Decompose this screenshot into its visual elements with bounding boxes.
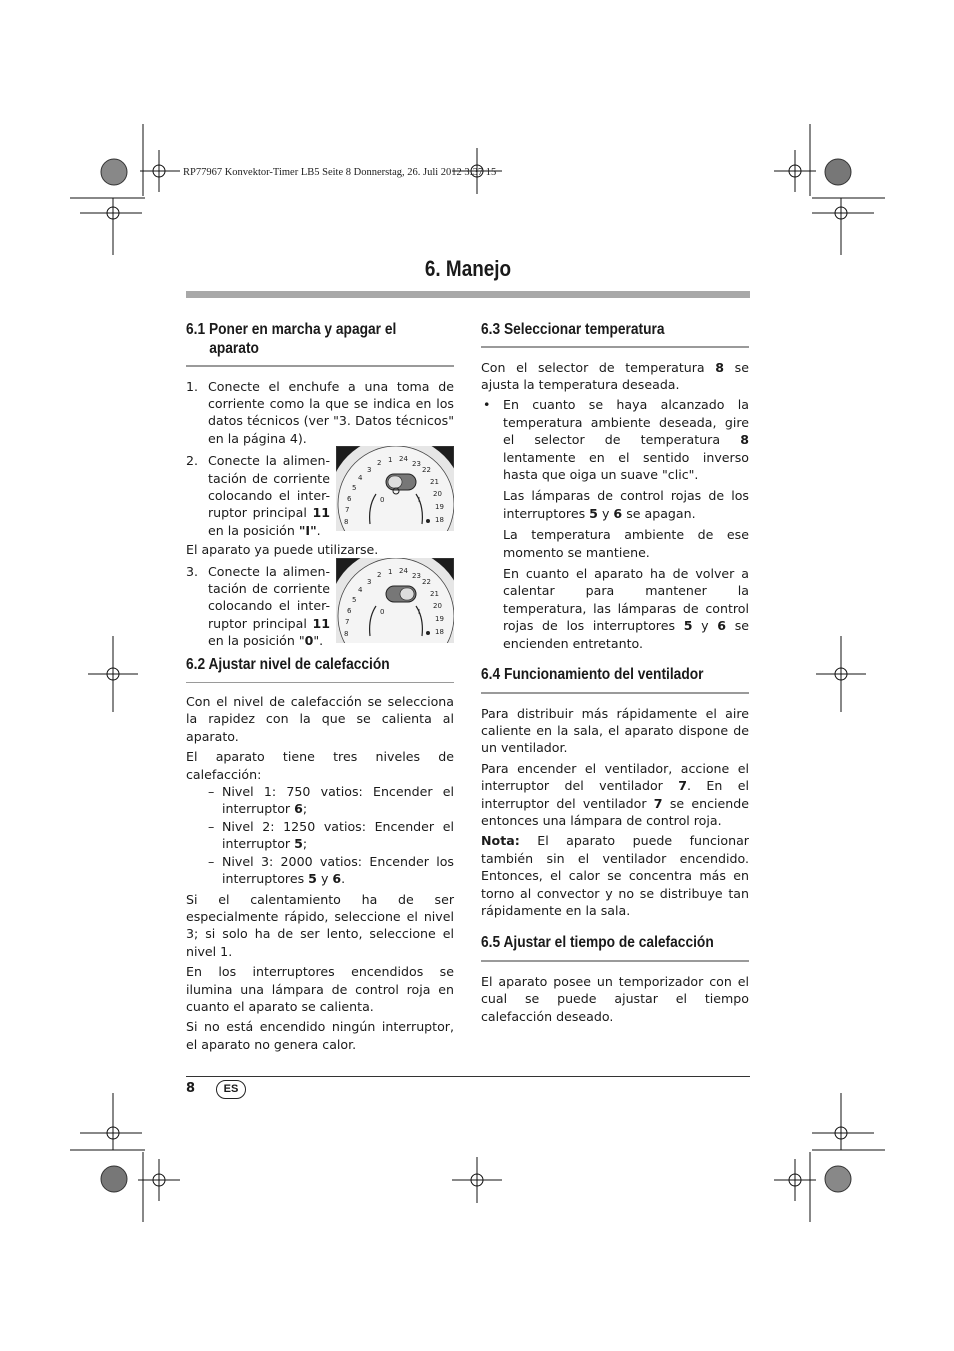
- paragraph: Para distribuir más rápidamente el aire caliente en la sala, el aparato dispone de un ventilador.: [481, 705, 749, 756]
- section-rule: [186, 365, 454, 367]
- svg-text:24: 24: [399, 455, 408, 464]
- list-item: • En cuanto se haya alcanzado la temperatura ambiente deseada, gire el selector de temperatura 8 lentamente en el sentido inverso hasta que oiga un suave "clic".: [483, 397, 749, 482]
- svg-text:19: 19: [435, 614, 444, 623]
- svg-text:2: 2: [377, 570, 382, 579]
- svg-text:7: 7: [345, 617, 350, 626]
- svg-text:5: 5: [352, 595, 357, 604]
- section-6-3-heading: 6.3 Seleccionar temperatura: [481, 321, 665, 338]
- step-2-block: [186, 452, 454, 538]
- svg-text:8: 8: [344, 518, 349, 527]
- section-rule: [481, 346, 749, 348]
- svg-text:0: 0: [380, 607, 385, 616]
- indented-paragraph: La temperatura ambiente de ese momento se mantiene.: [503, 527, 749, 560]
- note-label: Nota:: [481, 833, 520, 849]
- svg-text:20: 20: [433, 601, 442, 610]
- svg-text:5: 5: [352, 484, 357, 493]
- svg-text:6: 6: [347, 606, 352, 615]
- paragraph: Si no está encendido ningún interruptor, el aparato no genera calor.: [186, 1019, 454, 1052]
- svg-text:23: 23: [412, 571, 421, 580]
- indented-paragraph: Las lámparas de control rojas de los interruptores 5 y 6 se apagan.: [503, 488, 749, 521]
- step-2: 2. Conecte la alimen-tación de corriente colocando el inter-ruptor principal 11 en la posición "I".: [186, 453, 330, 538]
- paragraph: El aparato posee un temporizador con el cual se puede ajustar el tiempo calefacción deseado.: [481, 973, 749, 1024]
- print-header: RP77967 Konvektor-Timer LB5 Seite 8 Donnerstag, 26. Juli 2012 3:37 15: [183, 167, 497, 178]
- title-bar: [186, 291, 750, 298]
- step-3: 3. Conecte la alimen-tación de corriente colocando el inter-ruptor principal 11 en la posición "0".: [186, 563, 330, 649]
- svg-text:I: I: [418, 607, 421, 616]
- note-paragraph: Nota: El aparato puede funcionar también sin el ventilador encendido. Entonces, el calor se concentra más en torno al convector y no se distribuye tan rápidamente en la sala.: [481, 833, 749, 918]
- svg-text:21: 21: [430, 478, 439, 487]
- svg-text:2: 2: [377, 459, 382, 468]
- svg-text:24: 24: [399, 566, 408, 575]
- svg-text:7: 7: [345, 506, 350, 515]
- left-column: [186, 320, 454, 1056]
- section-rule: [481, 692, 749, 694]
- svg-text:23: 23: [412, 460, 421, 469]
- timer-dial-image-on: [336, 446, 454, 531]
- section-6-5-heading: 6.5 Ajustar el tiempo de calefacción: [481, 934, 714, 952]
- language-badge: ES: [216, 1080, 246, 1099]
- step-3-block: [186, 563, 454, 655]
- step-1: 1. Conecte el enchufe a una toma de corriente como la que se indica en los datos técnicos (ver "3. Datos técnicos" en la página 4).: [186, 378, 454, 446]
- svg-text:8: 8: [344, 629, 349, 638]
- section-rule: [481, 960, 749, 962]
- svg-text:6: 6: [347, 495, 352, 504]
- section-6-1-heading: 6.1 Poner en marcha y apagar el aparato: [186, 321, 397, 357]
- svg-text:0: 0: [380, 496, 385, 505]
- svg-text:3: 3: [367, 466, 372, 475]
- list-item: – Nivel 1: 750 vatios: Encender el interruptor 6;: [208, 784, 454, 817]
- section-6-2-heading: 6.2 Ajustar nivel de calefacción: [186, 655, 390, 673]
- paragraph: En los interruptores encendidos se ilumina una lámpara de control roja en cuanto el aparato se calienta.: [186, 964, 454, 1014]
- svg-text:18: 18: [435, 516, 444, 525]
- svg-text:22: 22: [422, 577, 431, 586]
- right-column: [481, 320, 749, 1028]
- section-rule: [186, 682, 454, 684]
- svg-text:22: 22: [422, 466, 431, 475]
- paragraph: Con el selector de temperatura 8 se ajusta la temperatura deseada.: [481, 359, 749, 392]
- list-item: – Nivel 2: 1250 vatios: Encender el interruptor 5;: [208, 818, 454, 852]
- indented-paragraph: En cuanto el aparato ha de volver a calentar para mantener la temperatura, las lámparas de control rojas de los interruptores 5 y 6 se encienden entretanto.: [503, 565, 749, 651]
- svg-text:I: I: [418, 496, 421, 505]
- paragraph: El aparato tiene tres niveles de calefacción:: [186, 749, 454, 782]
- list-item: – Nivel 3: 2000 vatios: Encender los interruptores 5 y 6.: [208, 853, 454, 887]
- svg-text:20: 20: [433, 490, 442, 499]
- paragraph: Si el calentamiento ha de ser especialmente rápido, seleccione el nivel 3; si solo ha de ser lento, seleccione el nivel 1.: [186, 891, 454, 959]
- timer-dial-image-off: [336, 558, 454, 643]
- svg-text:3: 3: [367, 577, 372, 586]
- svg-text:21: 21: [430, 589, 439, 598]
- svg-text:4: 4: [358, 474, 363, 483]
- paragraph: Para encender el ventilador, accione el interruptor del ventilador 7. En el interruptor del ventilador 7 se enciende entonces una lámpara de control roja.: [481, 760, 749, 828]
- svg-text:1: 1: [388, 456, 393, 465]
- svg-text:18: 18: [435, 627, 444, 636]
- page-title: 6. Manejo: [424, 256, 512, 281]
- svg-text:19: 19: [435, 503, 444, 512]
- page-number: 8: [186, 1081, 196, 1096]
- paragraph: Con el nivel de calefacción se selecciona la rapidez con la que se calienta al aparato.: [186, 694, 454, 744]
- ready-text: El aparato ya puede utilizarse.: [186, 542, 379, 558]
- svg-text:1: 1: [388, 567, 393, 576]
- footer-rule: [186, 1076, 750, 1077]
- svg-text:4: 4: [358, 585, 363, 594]
- section-6-4-heading: 6.4 Funcionamiento del ventilador: [481, 666, 704, 683]
